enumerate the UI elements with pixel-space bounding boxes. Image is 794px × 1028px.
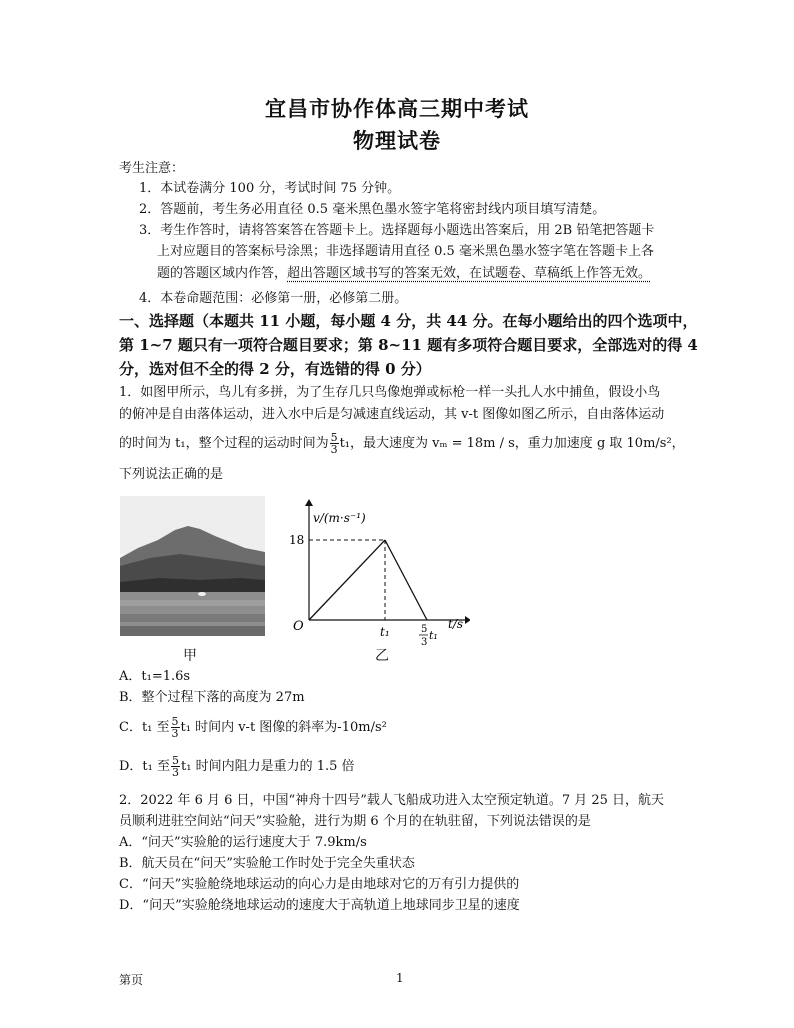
footer-label: 第页 — [119, 973, 144, 987]
fraction — [171, 716, 180, 739]
y-tick-label: 18 — [289, 533, 305, 547]
option-text: t₁ 时间内阻力是重力的 1.5 倍 — [181, 759, 355, 774]
notice-text: 题的答题区域内作答， — [157, 266, 288, 281]
notice-heading: 考生注意： — [119, 161, 185, 176]
fraction-denominator: 3 — [330, 443, 338, 456]
notice-emphasis: 在试题卷、草稿纸上作答无效。 — [469, 266, 652, 281]
section-heading-line-3: 分，选对但不全的得 2 分，有选错的得 0 分） — [119, 360, 431, 378]
x-tick-label: t₁ — [380, 625, 390, 639]
q2-text-line-2: 员顺利进驻空间站“问天”实验舱，进行为期 6 个月的在轨驻留，下列说法错误的是 — [119, 814, 591, 829]
fraction-numerator: 5 — [171, 715, 179, 728]
section-heading-line-1: 一、选择题（本题共 11 小题，每小题 4 分，共 44 分。在每小题给出的四个选项中， — [119, 312, 698, 330]
y-axis-label: v/(m·s⁻¹) — [313, 511, 366, 525]
option-text: t₁ 时间内 v-t 图像的斜率为-10m/s² — [180, 720, 387, 735]
exam-title: 宜昌市协作体高三期中考试 — [265, 96, 529, 121]
notice-item-3-cont: 上对应题目的答案标号涂黑；非选择题请用直径 0.5 毫米黑色墨水签字笔在答题卡上各 — [157, 244, 654, 259]
origin-label: O — [293, 619, 304, 634]
fraction — [171, 755, 180, 778]
x-tick-fraction-numerator: 5 — [421, 624, 428, 635]
q2-option-d: D．“问天”实验舱绕地球运动的速度大于高轨道上地球同步卫星的速度 — [119, 898, 520, 913]
q1-option-a: A．t₁=1.6s — [119, 669, 191, 684]
fraction-denominator: 3 — [172, 766, 179, 779]
x-tick-variable: t₁ — [429, 629, 438, 642]
figure-label-b: 乙 — [375, 648, 389, 664]
figure-label-a: 甲 — [183, 648, 197, 664]
section-heading-line-2: 第 1~7 题只有一项符合题目要求；第 8~11 题有多项符合题目要求，全部选对的得 4 — [119, 336, 698, 354]
q1-text-part: t₁，最大速度为 vₘ = 18m / s，重力加速度 g 取 10m/s²， — [339, 436, 685, 451]
q1-text-part: 的时间为 t₁，整个过程的运动时间为 — [119, 436, 329, 451]
q1-text-line-2: 的俯冲是自由落体运动，进入水中后是匀减速直线运动，其 v-t 图像如图乙所示，自由落体运动 — [119, 407, 665, 422]
notice-item-3: 3．考生作答时，请将答案答在答题卡上。选择题每小题选出答案后，用 2B 铅笔把答题卡 — [139, 223, 655, 238]
q2-text-line-1: 2．2022 年 6 月 6 日，中国“神舟十四号”载人飞船成功进入太空预定轨道。7 月 25 日，航天 — [119, 793, 665, 808]
x-axis-label: t/s — [448, 617, 464, 631]
velocity-time-graph — [285, 498, 470, 658]
q1-text-line-3 — [119, 432, 685, 455]
option-text: C．t₁ 至 — [119, 720, 170, 735]
fraction-numerator: 5 — [330, 431, 338, 444]
notice-item-2: 2．答题前，考生务必用直径 0.5 毫米黑色墨水签字笔将密封线内项目填写清楚。 — [139, 202, 606, 217]
notice-item-4: 4．本卷命题范围：必修第一册，必修第二册。 — [139, 291, 408, 306]
q2-option-c: C．“问天”实验舱绕地球运动的向心力是由地球对它的万有引力提供的 — [119, 877, 520, 892]
q1-option-d — [119, 755, 355, 778]
fraction-numerator: 5 — [172, 754, 179, 767]
bird-lake-photo — [120, 496, 265, 636]
q1-text-line-1: 1．如图甲所示，鸟儿有多拼，为了生存几只鸟像炮弹或标枪一样一头扎人水中捕鱼，假设小鸟 — [119, 385, 661, 400]
q1-option-b: B．整个过程下落的高度为 27m — [119, 690, 305, 705]
fraction — [330, 432, 339, 455]
x-tick-fraction-denominator: 3 — [421, 637, 428, 648]
notice-emphasis: 超出答题区域书写的答案无效， — [287, 266, 470, 281]
exam-subtitle: 物理试卷 — [353, 128, 441, 153]
notice-item-1: 1．本试卷满分 100 分，考试时间 75 分钟。 — [139, 181, 401, 196]
q1-text-line-4: 下列说法正确的是 — [119, 467, 224, 482]
fraction-denominator: 3 — [171, 727, 179, 740]
q2-option-b: B．航天员在“问天”实验舱工作时处于完全失重状态 — [119, 856, 415, 871]
page-number: 1 — [396, 971, 404, 985]
q1-option-c — [119, 716, 387, 739]
option-text: D．t₁ 至 — [119, 759, 170, 774]
notice-item-3-cont2 — [157, 265, 651, 283]
q2-option-a: A．“问天”实验舱的运行速度大于 7.9km/s — [119, 835, 367, 850]
